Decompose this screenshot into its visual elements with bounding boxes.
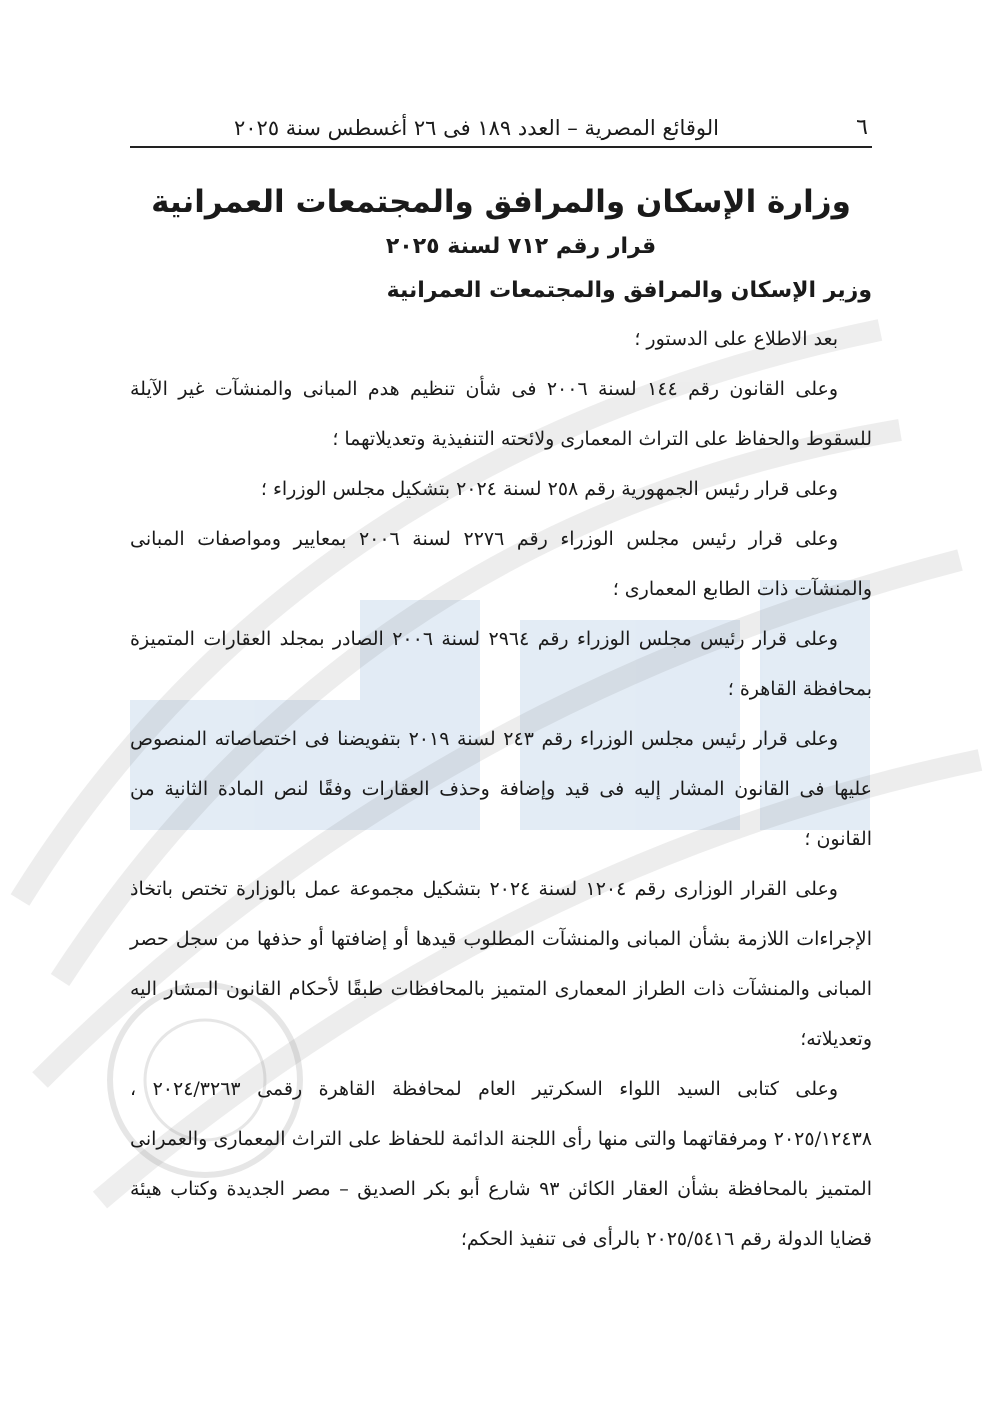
decree-number: قرار رقم ٧١٢ لسنة ٢٠٢٥: [385, 234, 657, 259]
page-number: ٦: [856, 115, 868, 140]
decree-body: [130, 314, 872, 1264]
paragraph: وعلى قرار رئيس الجمهورية رقم ٢٥٨ لسنة ٢٠٢٤ بتشكيل مجلس الوزراء ؛: [260, 478, 838, 500]
minister-heading: وزير الإسكان والمرافق والمجتمعات العمرانية: [386, 278, 872, 303]
issue-line: الوقائع المصرية – العدد ١٨٩ فى ٢٦ أغسطس سنة ٢٠٢٥: [234, 116, 719, 140]
paragraph: وعلى القانون رقم ١٤٤ لسنة ٢٠٠٦ فى شأن تنظيم هدم المبانى والمنشآت غير الآيلة للسقوط والحفاظ على التراث المعمارى ولائحته التنفيذية وتعديلاتهما ؛: [130, 378, 872, 450]
paragraph: بعد الاطلاع على الدستور ؛: [634, 328, 838, 350]
ministry-title: وزارة الإسكان والمرافق والمجتمعات العمرانية: [151, 184, 851, 220]
document-page: [130, 108, 872, 1264]
paragraph: وعلى القرار الوزارى رقم ١٢٠٤ لسنة ٢٠٢٤ بتشكيل مجموعة عمل بالوزارة تختص باتخاذ الإجراءات اللازمة بشأن المبانى والمنشآت المطلوب قيدها أو إضافتها أو حذفها من سجل حصر المبانى والمنشآت ذات الطراز المعمارى المتميز بالمحافظات طبقًا لأحكام القانون المشار اليه وتعديلاته؛: [130, 878, 872, 1050]
paragraph: وعلى قرار رئيس مجلس الوزراء رقم ٢٤٣ لسنة ٢٠١٩ بتفويضنا فى اختصاصاته المنصوص عليها فى القانون المشار إليه فى قيد وإضافة وحذف العقارات وفقًا لنص المادة الثانية من القانون ؛: [130, 728, 872, 850]
paragraph: وعلى كتابى السيد اللواء السكرتير العام لمحافظة القاهرة رقمى ٢٠٢٤/٣٢٦٣ ، ٢٠٢٥/١٢٤٣٨ ومرفقاتهما والتى منها رأى اللجنة الدائمة للحفاظ على التراث المعمارى والعمرانى المتميز بالمحافظة بشأن العقار الكائن ٩٣ شارع أبو بكر الصديق – مصر الجديدة وكتاب هيئة قضايا الدولة رقم ٢٠٢٥/٥٤١٦ بالرأى فى تنفيذ الحكم؛: [130, 1078, 872, 1250]
paragraph: وعلى قرار رئيس مجلس الوزراء رقم ٢٩٦٤ لسنة ٢٠٠٦ الصادر بمجلد العقارات المتميزة بمحافظة القاهرة ؛: [130, 628, 872, 700]
page-header: [130, 108, 872, 148]
paragraph: وعلى قرار رئيس مجلس الوزراء رقم ٢٢٧٦ لسنة ٢٠٠٦ بمعايير ومواصفات المبانى والمنشآت ذات الطابع المعمارى ؛: [130, 528, 872, 600]
